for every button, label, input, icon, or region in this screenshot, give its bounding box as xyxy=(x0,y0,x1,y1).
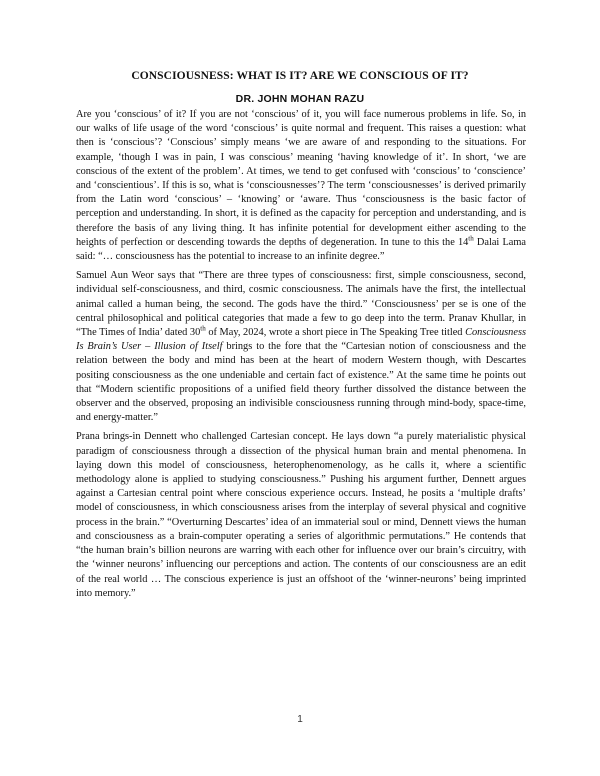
document-body xyxy=(76,108,526,606)
paragraph-2-superscript: th xyxy=(200,324,206,333)
paragraph-2 xyxy=(76,269,526,425)
paragraph-1-superscript: th xyxy=(468,234,474,243)
paragraph-2-text-c: brings to the fore that the “Cartesian notion of consciousness and the relation between the body and mind has been at the heart of modern Western though, with Descartes positing consciousness as the one undeniable and certain fact of existence.” At the same time he points out that “Modern scientific propositions of a unified field theory further dissolved the distance between the observer and the observed, proposing an indivisible consciousness running through mind-body, space-time, and energy-matter.” xyxy=(76,341,526,424)
paragraph-3: Prana brings-in Dennett who challenged Cartesian concept. He lays down “a purely materialistic physical paradigm of consciousness through a dissection of the physical human brain and mental phenomena. In laying down this model of consciousness, heterophenomenology, as he calls it, where a scientific methodology alone is applied to studying consciousness.” Pushing his argument further, Dennett argues against a Cartesian central point where conscious experience occurs. Instead, he posits a ‘multiple drafts’ model of consciousness, in which consciousness arises from the interplay of several physical and cognitive process in the brain.” “Overturning Descartes’ idea of an immaterial soul or mind, Dennett views the human and consciousness as a brain-computer operating a series of algorithmic permutations.” He contends that “the human brain’s billion neurons are warring with each other for influence over our brain’s circuitry, with the ‘winner neurons’ influencing our perceptions and action. The contents of our consciousness are an edit of the real world … The conscious experience is just an offshoot of the ‘winner-neurons’ being imprinted into memory.” xyxy=(76,431,526,599)
document-title: CONSCIOUSNESS: WHAT IS IT? ARE WE CONSCIOUS OF IT? xyxy=(131,70,469,82)
page-number: 1 xyxy=(297,714,303,725)
author-name: DR. JOHN MOHAN RAZU xyxy=(235,93,365,105)
paragraph-2-text-b: of May, 2024, wrote a short piece in The Speaking Tree titled xyxy=(205,327,466,339)
paragraph-2-text-a: Samuel Aun Weor says that “There are three types of consciousness: first, simple consciousness, second, individual self-consciousness, and third, cosmic consciousness. The animals have the first, the intellectual animal called a human being, the second. The gods have the third.” ‘Consciousness’ per se is one of the central philosophical and political categories that made a few to go deep into the term. Pranav Khullar, in “The Times of India’ dated 30 xyxy=(76,270,526,339)
paragraph-1-text-b: Dalai Lama said: “… consciousness has the potential to increase to an infinite degree.” xyxy=(76,236,527,263)
paragraph-2-italic-title: Consciousness Is Brain’s User – Illusion of Itself xyxy=(76,327,526,353)
paragraph-1-text-a: Are you ‘conscious’ of it? If you are not ‘conscious’ of it, you will face numerous problems in life. So, in our walks of life usage of the word ‘conscious’ is quite normal and frequent. This raises a question: what then is ‘conscious’? ‘Conscious’ simply means ‘we are aware of and responding to the situations. For example, ‘though I was in pain, I was conscious’ meaning ‘having knowledge of it’. In short, ‘we are conscious of the extent of the problem’. At times, we tend to get confused with ‘conscious’ to ‘conscience’ and ‘conscientious’. If this is so, what is ‘consciousnesses’? The term ‘consciousnesses’ is derived primarily from the Latin word ‘conscious’ – ‘knowing’ or ‘aware. Thus ‘consciousness is the basic factor of perception and understanding. In short, it is defined as the capacity for perception and understanding, and is therefore the basis of any living thing. It has infinite potential for development either ascending to the heights of perfection or descending towards the depths of degeneration. In tune to this the 14 xyxy=(76,109,526,248)
paragraph-1 xyxy=(76,108,526,264)
